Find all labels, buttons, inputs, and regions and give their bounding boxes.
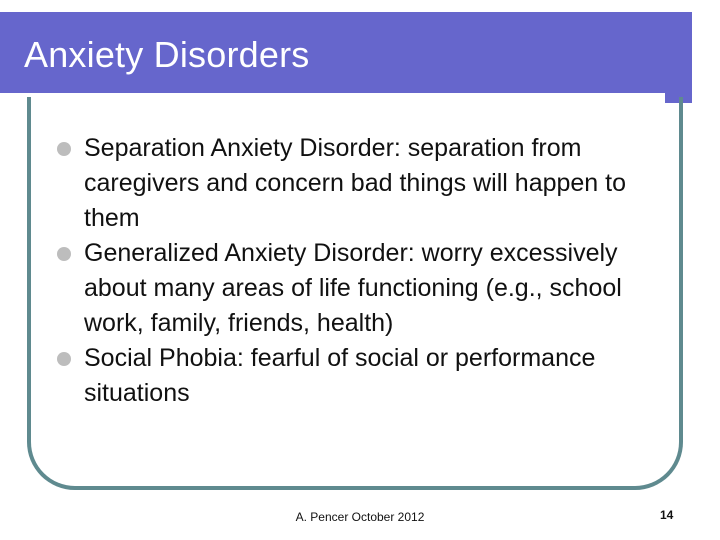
- bullet-text: Social Phobia: fearful of social or performance situations: [84, 344, 596, 407]
- bullet-dot-icon: [57, 352, 71, 366]
- bullet-item-generalized-anxiety: [57, 236, 667, 341]
- bullet-dot-icon: [57, 142, 71, 156]
- bullet-text: Generalized Anxiety Disorder: worry excessively about many areas of life functioning (e.g., school work, family, friends, health): [84, 239, 622, 337]
- slide-title: Anxiety Disorders: [24, 34, 310, 75]
- bullet-item-social-phobia: [57, 341, 667, 411]
- footer-text: A. Pencer October 2012: [295, 510, 425, 524]
- bullet-list: [57, 131, 667, 411]
- slide-number: 14: [660, 508, 674, 522]
- bullet-text: Separation Anxiety Disorder: separation from caregivers and concern bad things will happen to them: [84, 134, 627, 232]
- bullet-dot-icon: [57, 247, 71, 261]
- bullet-item-separation-anxiety: [57, 131, 667, 236]
